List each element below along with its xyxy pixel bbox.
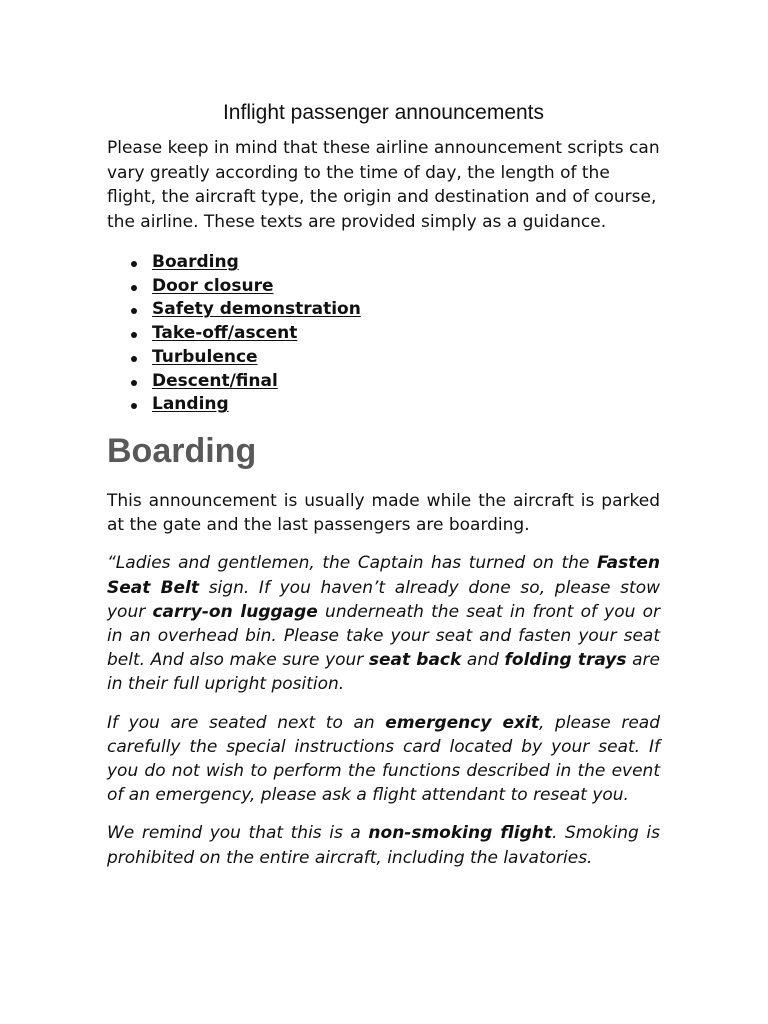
emphasis-text: emergency exit: [385, 712, 539, 733]
toc-link-door-closure[interactable]: Door closure: [152, 275, 274, 296]
toc-item: [152, 393, 660, 417]
text-run: If you are seated next to an: [107, 712, 386, 733]
emphasis-text: carry-on luggage: [152, 601, 318, 622]
boarding-announcement-paragraph-1: [107, 551, 660, 696]
boarding-description: This announcement is usually made while the aircraft is parked at the gate and the last passengers are boarding.: [107, 490, 660, 536]
intro-paragraph: Please keep in mind that these airline announcement scripts can vary greatly according to the time of day, the length of the flight, the aircraft type, the origin and destination and of course, the airline. These texts are provided simply as a guidance.: [107, 138, 660, 232]
text-run: and: [461, 650, 505, 671]
toc-item: [152, 322, 660, 346]
toc-link-turbulence[interactable]: Turbulence: [152, 346, 258, 367]
emphasis-text: Fasten Seat Belt: [107, 553, 660, 598]
table-of-contents: [107, 251, 660, 417]
text-run: We remind you that this is a: [107, 823, 369, 844]
toc-item: [152, 251, 660, 275]
emphasis-text: seat back: [368, 650, 462, 671]
emphasis-text: non-smoking flight: [368, 823, 552, 844]
text-run: “Ladies and gentlemen, the Captain has turned on the: [107, 553, 597, 574]
toc-item: [152, 298, 660, 322]
text-run: , please read carefully the special instructions card located by your seat. If you do not wish to perform the functions described in the event of an emergency, please ask a flight attendant to reseat you.: [107, 712, 661, 806]
toc-item: [152, 370, 660, 394]
section-heading-boarding: Boarding: [107, 431, 257, 470]
emphasis-text: folding trays: [504, 650, 627, 671]
toc-link-landing[interactable]: Landing: [152, 394, 229, 415]
document-page: [107, 98, 660, 870]
toc-link-descent-final[interactable]: Descent/final: [152, 370, 278, 391]
document-title: Inflight passenger announcements: [222, 101, 545, 124]
text-run: . Smoking is prohibited on the entire aircraft, including the lavatories.: [107, 823, 660, 868]
toc-item: [152, 275, 660, 299]
boarding-announcement-paragraph-2: [107, 711, 660, 808]
text-run: sign. If you haven’t already done so, please stow your: [107, 577, 660, 622]
toc-link-safety-demonstration[interactable]: Safety demonstration: [152, 299, 361, 320]
text-run: underneath the seat in front of you or in an overhead bin. Please take your seat and fasten your seat belt. And also make sure your: [107, 601, 661, 671]
boarding-announcement-paragraph-3: [107, 821, 660, 869]
toc-link-boarding[interactable]: Boarding: [152, 252, 239, 272]
toc-link-take-off-ascent[interactable]: Take-off/ascent: [152, 323, 298, 344]
text-run: are in their full upright position.: [107, 650, 660, 695]
toc-item: [152, 346, 660, 370]
